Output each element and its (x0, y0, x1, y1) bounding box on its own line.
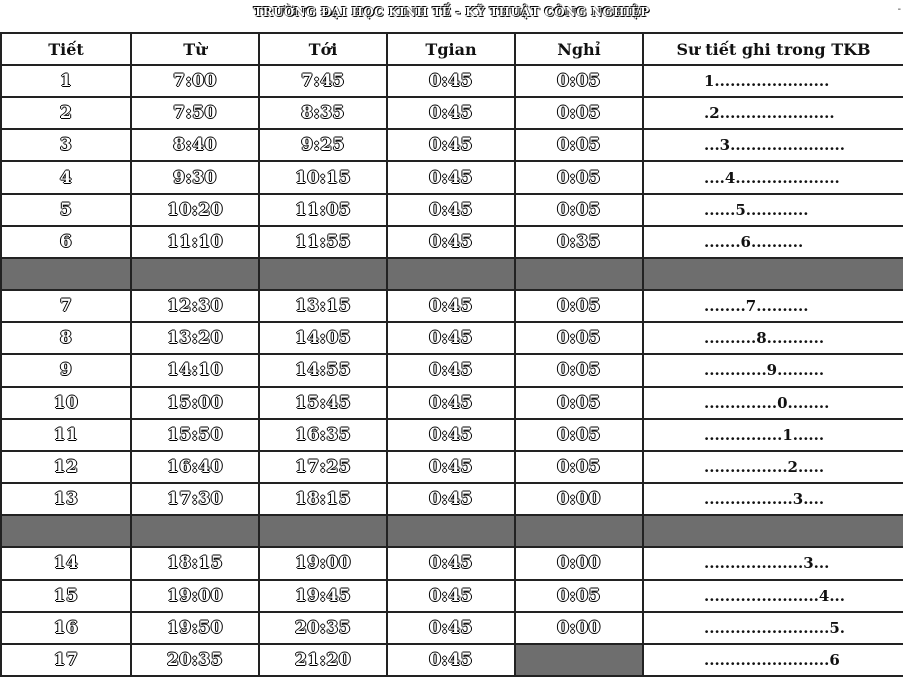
header-row (1, 33, 903, 65)
cell-nghi: 0:05 (515, 161, 643, 193)
cell-tu: 16:40 (131, 451, 259, 483)
cell-nghi: 0:00 (515, 612, 643, 644)
cell-toi: 8:35 (259, 97, 387, 129)
cell-tu: 17:30 (131, 483, 259, 515)
cell-tkb: ........................6 (643, 644, 903, 676)
cell-tgian: 0:45 (387, 612, 515, 644)
cell-toi: 16:35 (259, 419, 387, 451)
header-toi: Tới (259, 33, 387, 65)
cell-toi: 7:45 (259, 65, 387, 97)
cell-tiet: 7 (1, 290, 131, 322)
separator-cell (1, 515, 131, 547)
break-separator-row (1, 258, 903, 290)
cell-tu: 15:50 (131, 419, 259, 451)
cell-tu: 15:00 (131, 387, 259, 419)
table-row (1, 161, 903, 193)
cell-toi: 11:05 (259, 194, 387, 226)
cell-toi: 19:00 (259, 547, 387, 579)
table-row (1, 451, 903, 483)
table-row (1, 226, 903, 258)
cell-nghi: 0:00 (515, 483, 643, 515)
cell-tiet: 2 (1, 97, 131, 129)
table-row (1, 483, 903, 515)
table-row (1, 547, 903, 579)
cell-tu: 12:30 (131, 290, 259, 322)
separator-cell (643, 515, 903, 547)
cell-tu: 19:50 (131, 612, 259, 644)
cell-nghi: 0:05 (515, 451, 643, 483)
separator-cell (131, 515, 259, 547)
cell-nghi: 0:05 (515, 65, 643, 97)
separator-cell (643, 258, 903, 290)
cell-tu: 20:35 (131, 644, 259, 676)
cell-tiet: 13 (1, 483, 131, 515)
cell-tiet: 5 (1, 194, 131, 226)
table-row (1, 419, 903, 451)
cell-tgian: 0:45 (387, 483, 515, 515)
cell-nghi: 0:05 (515, 129, 643, 161)
schedule-table (0, 32, 903, 677)
cell-nghi: 0:05 (515, 290, 643, 322)
cell-tkb: ...............1...... (643, 419, 903, 451)
cell-toi: 21:20 (259, 644, 387, 676)
table-row (1, 580, 903, 612)
cell-toi: 10:15 (259, 161, 387, 193)
cell-tiet: 14 (1, 547, 131, 579)
table-row (1, 65, 903, 97)
table-row (1, 644, 903, 676)
separator-cell (259, 515, 387, 547)
cell-tiet: 3 (1, 129, 131, 161)
cell-tiet: 4 (1, 161, 131, 193)
cell-toi: 18:15 (259, 483, 387, 515)
cell-tu: 9:30 (131, 161, 259, 193)
cell-tgian: 0:45 (387, 451, 515, 483)
cell-tu: 18:15 (131, 547, 259, 579)
cell-tkb: .................3.... (643, 483, 903, 515)
cell-tgian: 0:45 (387, 97, 515, 129)
break-separator-row (1, 515, 903, 547)
cell-nghi: 0:05 (515, 194, 643, 226)
cell-tkb: .2...................... (643, 97, 903, 129)
cell-tgian: 0:45 (387, 194, 515, 226)
header-tkb: Sư tiết ghi trong TKB (643, 33, 903, 65)
cell-tiet: 12 (1, 451, 131, 483)
cell-tiet: 16 (1, 612, 131, 644)
cell-nghi: 0:00 (515, 547, 643, 579)
cell-nghi: 0:35 (515, 226, 643, 258)
cell-tu: 7:50 (131, 97, 259, 129)
cell-tgian: 0:45 (387, 547, 515, 579)
cell-tkb: ......5............ (643, 194, 903, 226)
cell-tkb: ........7.......... (643, 290, 903, 322)
table-row (1, 97, 903, 129)
header-tiet: Tiết (1, 33, 131, 65)
cell-toi: 15:45 (259, 387, 387, 419)
cell-tgian: 0:45 (387, 65, 515, 97)
cell-nghi: 0:05 (515, 97, 643, 129)
cell-tkb: 1...................... (643, 65, 903, 97)
cell-tiet: 17 (1, 644, 131, 676)
table-row (1, 194, 903, 226)
cell-nghi: 0:05 (515, 387, 643, 419)
cell-tkb: ....4.................... (643, 161, 903, 193)
table-row (1, 612, 903, 644)
cell-toi: 17:25 (259, 451, 387, 483)
cell-tiet: 10 (1, 387, 131, 419)
cell-nghi: 0:05 (515, 322, 643, 354)
cell-tkb: ........................5. (643, 612, 903, 644)
cell-tu: 13:20 (131, 322, 259, 354)
cell-tgian: 0:45 (387, 161, 515, 193)
separator-cell (131, 258, 259, 290)
separator-cell (387, 258, 515, 290)
cell-toi: 19:45 (259, 580, 387, 612)
cell-tgian: 0:45 (387, 226, 515, 258)
cell-tu: 11:10 (131, 226, 259, 258)
cell-nghi: 0:05 (515, 354, 643, 386)
cell-tgian: 0:45 (387, 322, 515, 354)
cell-tkb: ................2..... (643, 451, 903, 483)
cell-tiet: 11 (1, 419, 131, 451)
cell-toi: 14:05 (259, 322, 387, 354)
cell-tkb: .......6.......... (643, 226, 903, 258)
cell-nghi (515, 644, 643, 676)
page-title: TRƯỜNG ĐẠI HỌC KINH TẾ - KỸ THUẬT CÔNG NGHIỆP (253, 5, 650, 19)
cell-toi: 9:25 (259, 129, 387, 161)
cell-tgian: 0:45 (387, 419, 515, 451)
cell-nghi: 0:05 (515, 580, 643, 612)
table-row (1, 322, 903, 354)
header-tu: Từ (131, 33, 259, 65)
cell-nghi: 0:05 (515, 419, 643, 451)
cell-tu: 19:00 (131, 580, 259, 612)
cell-tkb: ............9......... (643, 354, 903, 386)
cell-tgian: 0:45 (387, 580, 515, 612)
table-row (1, 354, 903, 386)
header-nghi: Nghỉ (515, 33, 643, 65)
cell-toi: 14:55 (259, 354, 387, 386)
separator-cell (515, 258, 643, 290)
cell-tu: 14:10 (131, 354, 259, 386)
cell-toi: 20:35 (259, 612, 387, 644)
table-row (1, 129, 903, 161)
header-tgian: Tgian (387, 33, 515, 65)
cell-tgian: 0:45 (387, 644, 515, 676)
cell-tiet: 6 (1, 226, 131, 258)
cell-tgian: 0:45 (387, 354, 515, 386)
cell-tgian: 0:45 (387, 290, 515, 322)
cell-toi: 13:15 (259, 290, 387, 322)
cell-tkb: ...................3... (643, 547, 903, 579)
cell-tu: 10:20 (131, 194, 259, 226)
cell-tiet: 1 (1, 65, 131, 97)
cell-tu: 8:40 (131, 129, 259, 161)
table-row (1, 290, 903, 322)
separator-cell (515, 515, 643, 547)
separator-cell (387, 515, 515, 547)
cell-tgian: 0:45 (387, 129, 515, 161)
cell-tkb: ..............0........ (643, 387, 903, 419)
cell-toi: 11:55 (259, 226, 387, 258)
cell-tkb: ...3...................... (643, 129, 903, 161)
cell-tiet: 9 (1, 354, 131, 386)
cell-tiet: 15 (1, 580, 131, 612)
cell-tiet: 8 (1, 322, 131, 354)
corner-marker: - (897, 4, 901, 15)
separator-cell (259, 258, 387, 290)
cell-tkb: ......................4... (643, 580, 903, 612)
separator-cell (1, 258, 131, 290)
table-row (1, 387, 903, 419)
cell-tgian: 0:45 (387, 387, 515, 419)
cell-tkb: ..........8........... (643, 322, 903, 354)
cell-tu: 7:00 (131, 65, 259, 97)
